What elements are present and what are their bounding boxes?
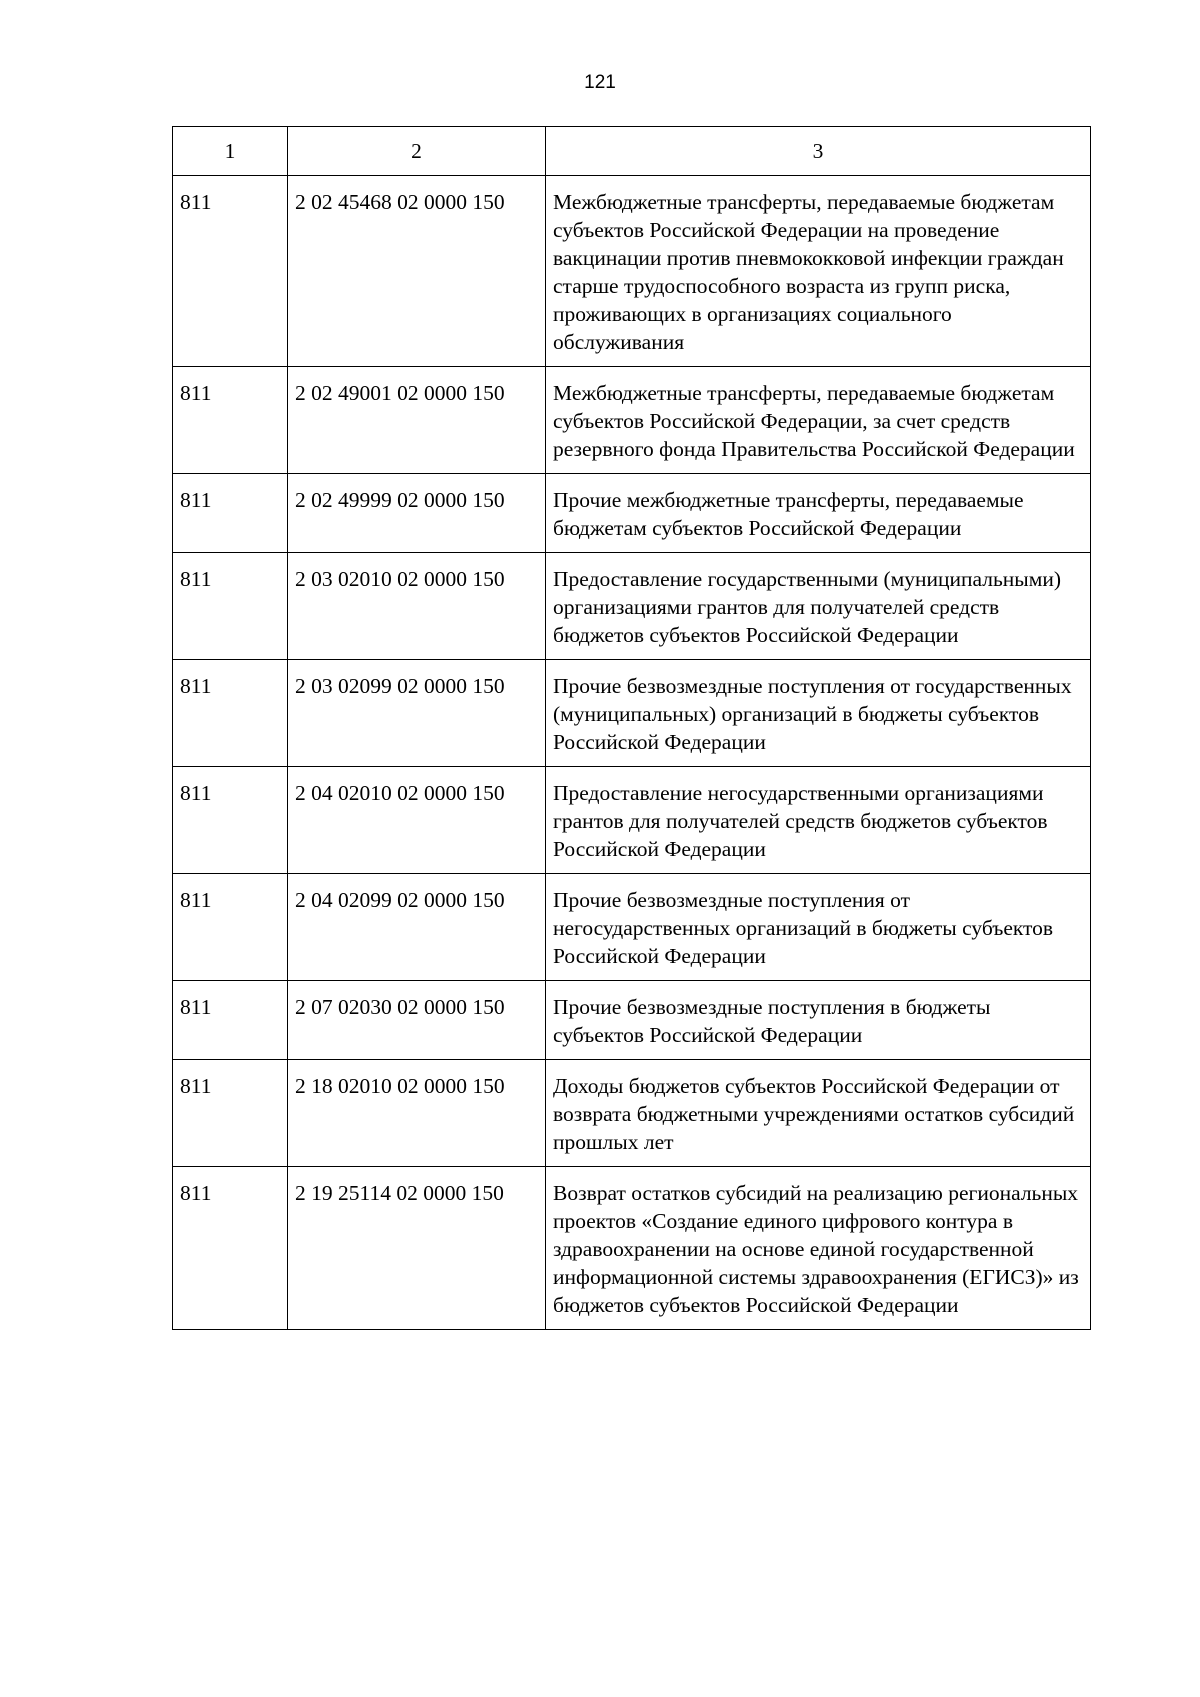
description-cell: Возврат остатков субсидий на реализацию региональных проектов «Создание единого цифрового контура в здравоохранении на основе единой государственной информационной системы здравоохранения (ЕГИСЗ)» из бюджетов субъектов Российской Федерации (546, 1167, 1091, 1330)
column-header-3: 3 (546, 127, 1091, 176)
admin-code-cell: 811 (173, 660, 288, 767)
admin-code-cell: 811 (173, 874, 288, 981)
description-cell: Прочие безвозмездные поступления от негосударственных организаций в бюджеты субъектов Российской Федерации (546, 874, 1091, 981)
table-row (173, 1060, 1091, 1167)
budget-code-cell: 2 03 02099 02 0000 150 (288, 660, 546, 767)
admin-code-cell: 811 (173, 553, 288, 660)
description-cell: Прочие безвозмездные поступления в бюджеты субъектов Российской Федерации (546, 981, 1091, 1060)
admin-code-cell: 811 (173, 367, 288, 474)
table-row (173, 981, 1091, 1060)
admin-code-cell: 811 (173, 767, 288, 874)
budget-code-cell: 2 07 02030 02 0000 150 (288, 981, 546, 1060)
description-cell: Предоставление государственными (муниципальными) организациями грантов для получателей средств бюджетов субъектов Российской Федерации (546, 553, 1091, 660)
budget-revenue-table (172, 126, 1091, 1330)
page-number: 121 (584, 72, 616, 93)
column-header-2: 2 (288, 127, 546, 176)
budget-code-cell: 2 02 45468 02 0000 150 (288, 176, 546, 367)
table-row (173, 767, 1091, 874)
budget-code-cell: 2 18 02010 02 0000 150 (288, 1060, 546, 1167)
description-cell: Межбюджетные трансферты, передаваемые бюджетам субъектов Российской Федерации на проведение вакцинации против пневмококковой инфекции граждан старше трудоспособного возраста из групп риска, проживающих в организациях социального обслуживания (546, 176, 1091, 367)
description-cell: Предоставление негосударственными организациями грантов для получателей средств бюджетов субъектов Российской Федерации (546, 767, 1091, 874)
budget-code-cell: 2 03 02010 02 0000 150 (288, 553, 546, 660)
admin-code-cell: 811 (173, 981, 288, 1060)
description-cell: Прочие межбюджетные трансферты, передаваемые бюджетам субъектов Российской Федерации (546, 474, 1091, 553)
table-row (173, 874, 1091, 981)
admin-code-cell: 811 (173, 1167, 288, 1330)
column-header-1: 1 (173, 127, 288, 176)
budget-code-cell: 2 04 02099 02 0000 150 (288, 874, 546, 981)
table-row (173, 553, 1091, 660)
table-row (173, 660, 1091, 767)
description-cell: Межбюджетные трансферты, передаваемые бюджетам субъектов Российской Федерации, за счет средств резервного фонда Правительства Российской Федерации (546, 367, 1091, 474)
table-row (173, 367, 1091, 474)
budget-code-cell: 2 02 49001 02 0000 150 (288, 367, 546, 474)
admin-code-cell: 811 (173, 1060, 288, 1167)
table-row (173, 176, 1091, 367)
description-cell: Прочие безвозмездные поступления от государственных (муниципальных) организаций в бюджеты субъектов Российской Федерации (546, 660, 1091, 767)
budget-code-cell: 2 02 49999 02 0000 150 (288, 474, 546, 553)
description-cell: Доходы бюджетов субъектов Российской Федерации от возврата бюджетными учреждениями остатков субсидий прошлых лет (546, 1060, 1091, 1167)
table-row (173, 1167, 1091, 1330)
admin-code-cell: 811 (173, 474, 288, 553)
budget-code-cell: 2 19 25114 02 0000 150 (288, 1167, 546, 1330)
budget-code-cell: 2 04 02010 02 0000 150 (288, 767, 546, 874)
table-row (173, 474, 1091, 553)
header-row (173, 127, 1091, 176)
admin-code-cell: 811 (173, 176, 288, 367)
